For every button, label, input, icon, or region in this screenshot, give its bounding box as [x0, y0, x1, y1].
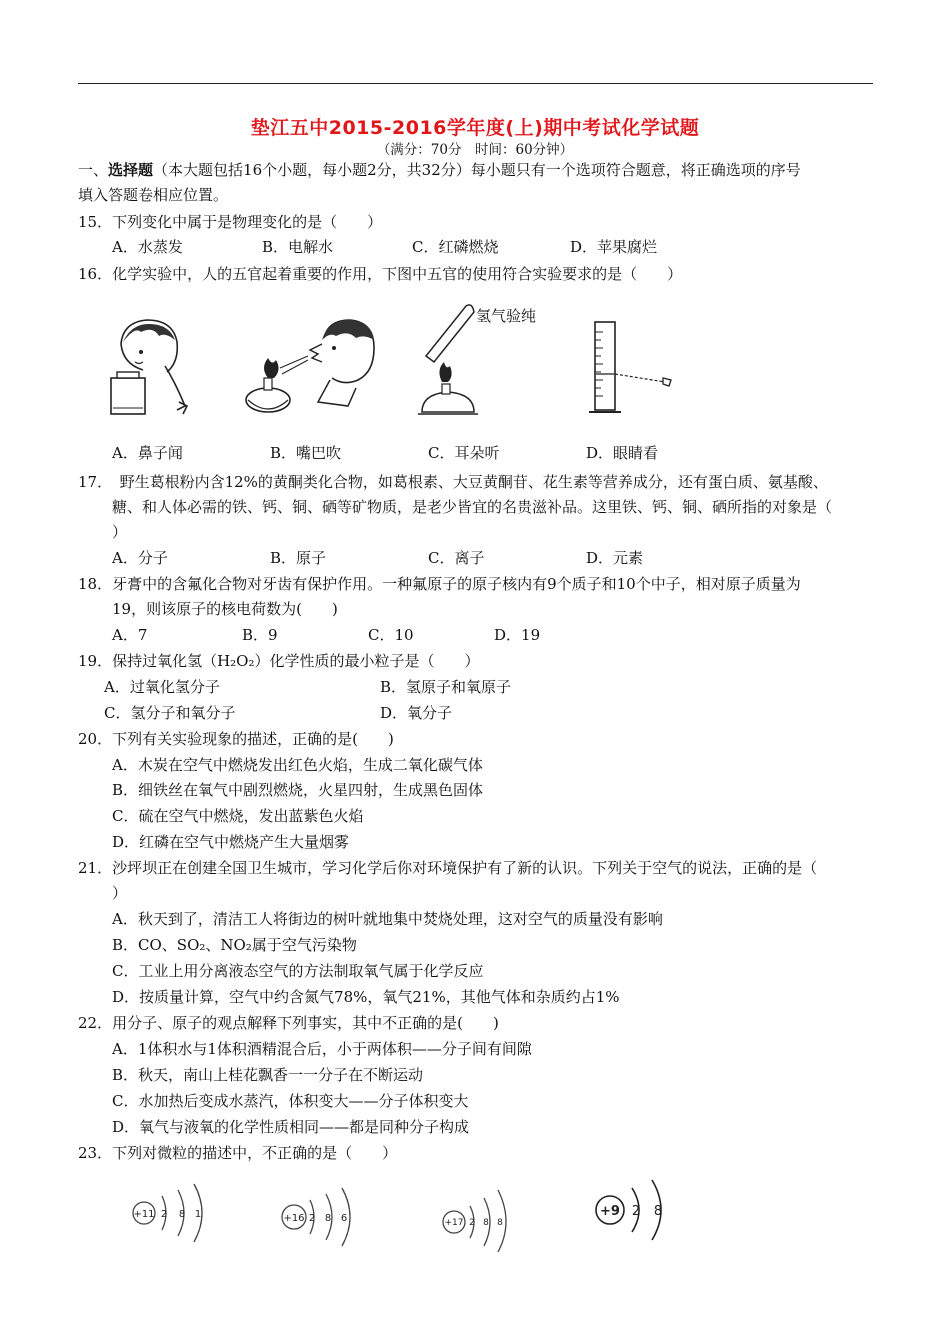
q19-option-d: D．氧分子	[380, 704, 453, 722]
shell-electrons: 2	[469, 1218, 475, 1228]
q17-option-a: A．分子	[112, 549, 168, 567]
blowing-figure	[238, 318, 378, 418]
nucleus-charge: +16	[283, 1213, 305, 1224]
atom-diagram-chlorine	[440, 1182, 530, 1254]
section-heading	[78, 160, 801, 180]
section-name: 选择题	[108, 161, 154, 179]
question-17-line3: ）	[112, 523, 128, 541]
exam-subtitle: （满分：70分 时间：60分钟）	[376, 142, 574, 158]
q21-option-a: A．秋天到了，清洁工人将街边的树叶就地集中焚烧处理，这对空气的质量没有影响	[112, 910, 663, 928]
q21-option-d: D．按质量计算，空气中约含氮气78%，氧气21%，其他气体和杂质约占1%	[112, 988, 620, 1006]
atom-diagram-sulfur	[278, 1180, 368, 1252]
q16-option-a: A．鼻子闻	[112, 444, 183, 462]
shell-electrons: 8	[178, 1209, 186, 1220]
shell-electrons: 8	[483, 1218, 489, 1228]
section-description-cont: 填入答题卷相应位置。	[78, 186, 229, 204]
q15-option-d: D．苹果腐烂	[570, 238, 658, 256]
shell-electrons: 2	[308, 1213, 316, 1224]
q19-option-a: A．过氧化氢分子	[104, 678, 220, 696]
section-number: 一、	[78, 161, 109, 179]
q19-option-c: C．氢分子和氧分子	[104, 704, 236, 722]
q21-option-b: B．CO、SO₂、NO₂属于空气污染物	[112, 936, 357, 954]
q17-option-b: B．原子	[270, 549, 327, 567]
question-22-stem: 22．用分子、原子的观点解释下列事实，其中不正确的是( )	[78, 1014, 499, 1032]
nucleus-charge: +17	[444, 1218, 464, 1228]
q22-option-b: B．秋天，南山上桂花飘香一一分子在不断运动	[112, 1066, 424, 1084]
q20-option-d: D．红磷在空气中燃烧产生大量烟雾	[112, 833, 350, 851]
question-17-line2: 糖、和人体必需的铁、钙、铜、硒等矿物质，是老少皆宜的名贵滋补品。这里铁、钙、铜、硒所指的对象是（	[112, 498, 833, 516]
q15-option-b: B．电解水	[262, 238, 334, 256]
q15-option-a: A．水蒸发	[112, 238, 183, 256]
question-15-stem: 15．下列变化中属于是物理变化的是（ ）	[78, 213, 383, 231]
shell-electrons: 8	[653, 1204, 663, 1219]
question-23-stem: 23．下列对微粒的描述中，不正确的是（ ）	[78, 1144, 398, 1162]
hydrogen-test-label: 氢气验纯	[476, 307, 537, 325]
q15-option-c: C．红磷燃烧	[412, 238, 499, 256]
q17-option-c: C．离子	[428, 549, 485, 567]
q16-option-c: C．耳朵听	[428, 444, 500, 462]
q22-option-d: D．氧气与液氧的化学性质相同——都是同种分子构成	[112, 1118, 470, 1136]
shell-electrons: 2	[160, 1209, 168, 1220]
section-description: （本大题包括16个小题，每小题2分，共32分）每小题只有一个选项符合题意，将正确选项的序号	[153, 161, 801, 179]
q21-option-c: C．工业上用分离液态空气的方法制取氧气属于化学反应	[112, 962, 484, 980]
q18-option-c: C．10	[368, 626, 414, 644]
q20-option-b: B．细铁丝在氧气中剧烈燃烧，火星四射，生成黑色固体	[112, 781, 484, 799]
shell-electrons: 2	[631, 1204, 641, 1219]
shell-electrons: 1	[194, 1209, 202, 1220]
q18-option-b: B．9	[242, 626, 278, 644]
hydrogen-test-figure	[408, 300, 488, 428]
q18-option-a: A．7	[112, 626, 148, 644]
question-16-stem: 16．化学实验中，人的五官起着重要的作用，下图中五官的使用符合实验要求的是（ ）	[78, 265, 683, 283]
q22-option-c: C．水加热后变成水蒸汽，体积变大——分子体积变大	[112, 1092, 469, 1110]
header-rule	[78, 83, 873, 84]
question-17-line1: 17． 野生葛根粉内含12%的黄酮类化合物，如葛根素、大豆黄酮苷、花生素等营养成分，还有蛋白质、氨基酸、	[78, 473, 828, 491]
question-18-line2: 19，则该原子的核电荷数为( )	[112, 600, 338, 618]
q18-option-d: D．19	[494, 626, 541, 644]
question-18-line1: 18．牙膏中的含氟化合物对牙齿有保护作用。一种氟原子的原子核内有9个质子和10个中子，相对原子质量为	[78, 575, 801, 593]
shell-electrons: 6	[340, 1213, 348, 1224]
exam-title: 垫江五中2015-2016学年度(上)期中考试化学试题	[250, 117, 700, 139]
atom-diagram-fluorine	[592, 1174, 682, 1246]
q16-option-b: B．嘴巴吹	[270, 444, 342, 462]
question-19-stem: 19．保持过氧化氢（H₂O₂）化学性质的最小粒子是（ ）	[78, 652, 480, 670]
q22-option-a: A．1体积水与1体积酒精混合后，小于两体积——分子间有间隙	[112, 1040, 532, 1058]
nucleus-charge: +9	[600, 1204, 620, 1219]
nucleus-charge: +11	[133, 1209, 155, 1220]
smelling-figure	[105, 318, 195, 418]
eye-reading-figure	[585, 318, 685, 418]
q17-option-d: D．元素	[586, 549, 644, 567]
atom-diagram-sodium	[128, 1178, 218, 1248]
shell-electrons: 8	[324, 1213, 332, 1224]
q19-option-b: B．氢原子和氧原子	[380, 678, 512, 696]
q20-option-a: A．木炭在空气中燃烧发出红色火焰，生成二氧化碳气体	[112, 756, 483, 774]
shell-electrons: 8	[497, 1218, 503, 1228]
question-21-line1: 21．沙坪坝正在创建全国卫生城市，学习化学后你对环境保护有了新的认识。下列关于空气的说法，正确的是（	[78, 859, 818, 877]
q20-option-c: C．硫在空气中燃烧，发出蓝紫色火焰	[112, 807, 364, 825]
q16-option-d: D．眼睛看	[586, 444, 659, 462]
question-20-stem: 20．下列有关实验现象的描述，正确的是( )	[78, 730, 394, 748]
question-21-line2: ）	[112, 884, 128, 902]
